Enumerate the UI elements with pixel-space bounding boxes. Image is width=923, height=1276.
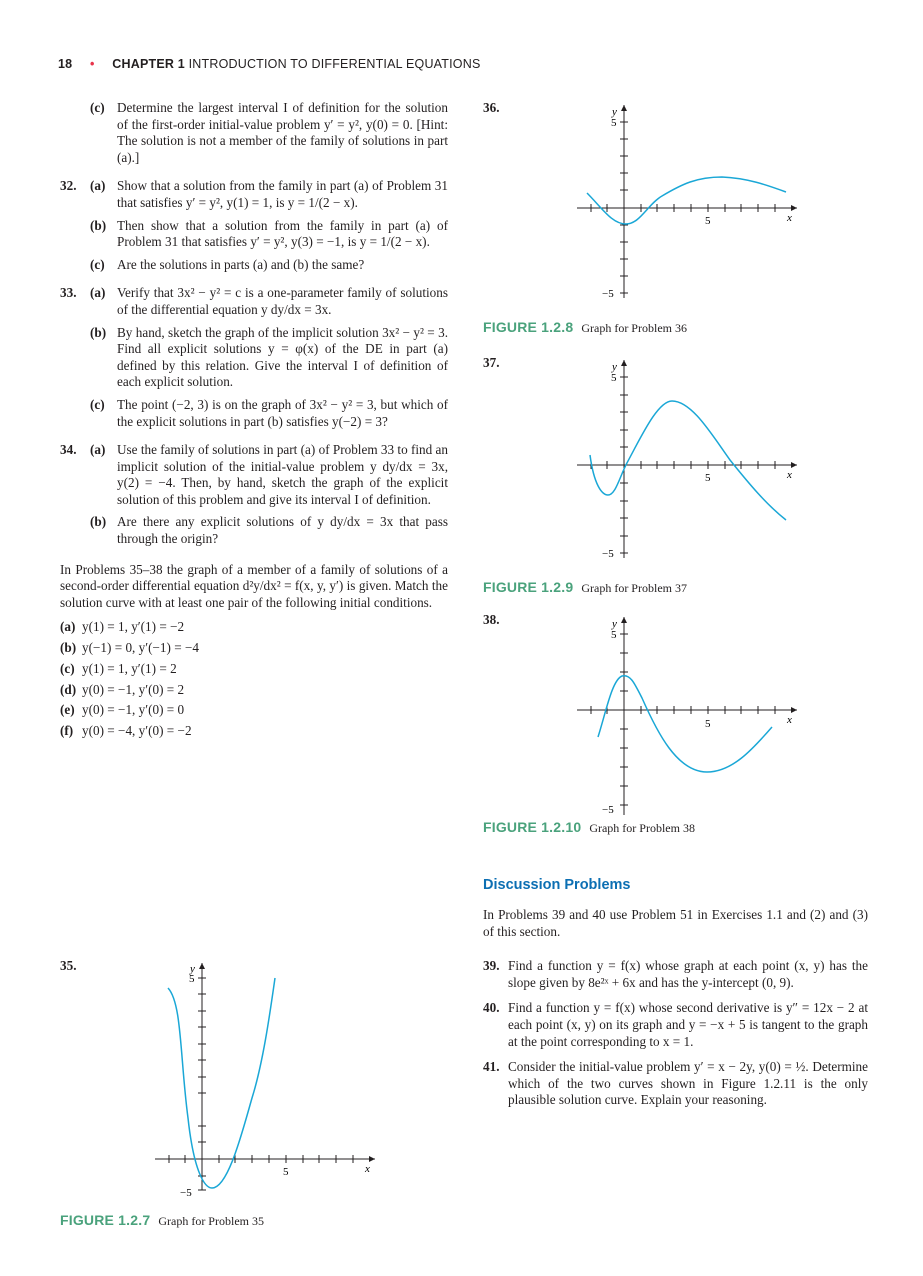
- header-bullet: •: [90, 57, 95, 71]
- problem-32b: (b) Then show that a solution from the family in part (a) of Problem 31 that satisfies y′ = y², y(3) = −1, is y = 1/(2 − x).: [90, 217, 448, 250]
- y-axis-arrow: [199, 963, 205, 969]
- x-axis-arrow: [369, 1156, 375, 1162]
- svg-text:y: y: [612, 361, 617, 373]
- svg-text:5: 5: [705, 215, 711, 227]
- svg-text:−5: −5: [602, 548, 614, 560]
- problem-38-label: 38.: [483, 612, 500, 627]
- problem-31c: (c) Determine the largest interval I of definition for the solution of the first-order initial-value problem y′ = y², y(0) = 0. [Hint: The solution is not a member of the family of solutions in part (a).]: [90, 100, 448, 165]
- condition-a: (a) y(1) = 1, y′(1) = −2: [60, 619, 185, 635]
- problem-41: 41. Consider the initial-value problem y′ = x − 2y, y(0) = ½. Determine which of the two curves shown in Figure 1.2.11 is the only plausible solution curve. Explain your reasoning.: [483, 1059, 868, 1108]
- initial-conditions-list: [60, 617, 448, 741]
- figure-38-graph: [572, 612, 802, 822]
- condition-f: (f) y(0) = −4, y′(0) = −2: [60, 722, 192, 738]
- condition-b: (b) y(−1) = 0, y′(−1) = −4: [60, 640, 199, 656]
- axes: [155, 963, 375, 1190]
- x-axis-label: x: [365, 1163, 370, 1175]
- svg-text:−5: −5: [602, 288, 614, 300]
- left-column: [60, 100, 448, 742]
- solution-curve: [168, 978, 275, 1188]
- svg-text:5: 5: [611, 629, 617, 641]
- figure-37-graph: [572, 355, 802, 567]
- svg-text:y: y: [612, 106, 617, 118]
- ticks: [169, 978, 353, 1190]
- y-tick-5: 5: [189, 973, 195, 985]
- problem-32a: 32. (a) Show that a solution from the family in part (a) of Problem 31 that satisfies y′ = y², y(1) = 1, is y = 1/(2 − x).: [60, 178, 448, 210]
- svg-text:−5: −5: [602, 804, 614, 816]
- problem-40: 40. Find a function y = f(x) whose second derivative is y″ = 12x − 2 at each point (x, y) on its graph and y = −x + 5 is tangent to the graph at the point corresponding to x = 1.: [483, 1000, 868, 1049]
- problem-33c: (c) The point (−2, 3) is on the graph of 3x² − y² = 3, but which of the explicit solutions in part (b) satisfies y(−2) = 3?: [90, 396, 448, 429]
- svg-text:x: x: [787, 212, 792, 224]
- problems-35-38-intro: In Problems 35–38 the graph of a member of a family of solutions of a second-order differential equation d²y/dx² = f(x, y, y′) is given. Match the solution curve with at least one pair of the following initial conditions.: [60, 561, 448, 610]
- x-tick-5: 5: [283, 1166, 289, 1178]
- figure-38-caption: FIGURE 1.2.10 Graph for Problem 38: [483, 819, 695, 835]
- discussion-intro: In Problems 39 and 40 use Problem 51 in Exercises 1.1 and (2) and (3) of this section.: [483, 907, 868, 939]
- discussion-section: [483, 907, 868, 1109]
- svg-text:5: 5: [611, 372, 617, 384]
- solution-curve: [590, 401, 786, 520]
- axes: [577, 617, 797, 815]
- svg-text:5: 5: [611, 117, 617, 129]
- svg-text:5: 5: [705, 718, 711, 730]
- running-header: [58, 57, 481, 71]
- problem-37-label: 37.: [483, 355, 500, 370]
- solution-curve: [587, 177, 786, 224]
- svg-text:y: y: [612, 618, 617, 630]
- axes: [577, 105, 797, 298]
- condition-c: (c) y(1) = 1, y′(1) = 2: [60, 660, 177, 676]
- figure-35-graph: [150, 958, 380, 1198]
- problem-34a: 34. (a) Use the family of solutions in part (a) of Problem 33 to find an implicit solution of the initial-value problem y dy/dx = 3x, y(2) = −4. Then, by hand, sketch the graph of the explicit solution of this problem and give its interval I of definition.: [60, 442, 448, 507]
- problem-33a: 33. (a) Verify that 3x² − y² = c is a one-parameter family of solutions of the differential equation y dy/dx = 3x.: [60, 285, 448, 317]
- ticks: [591, 634, 775, 805]
- y-axis-label: y: [190, 963, 195, 975]
- axes: [577, 360, 797, 558]
- y-tick-minus5: −5: [180, 1187, 192, 1198]
- condition-e: (e) y(0) = −1, y′(0) = 0: [60, 702, 185, 718]
- svg-text:x: x: [787, 469, 792, 481]
- svg-text:5: 5: [705, 472, 711, 484]
- problem-36-label: 36.: [483, 100, 500, 115]
- chapter-title: INTRODUCTION TO DIFFERENTIAL EQUATIONS: [188, 57, 481, 71]
- svg-text:x: x: [787, 714, 792, 726]
- problem-34b: (b) Are there any explicit solutions of y dy/dx = 3x that pass through the origin?: [90, 514, 448, 547]
- figure-37-caption: FIGURE 1.2.9 Graph for Problem 37: [483, 579, 687, 595]
- discussion-heading: Discussion Problems: [483, 877, 631, 893]
- problem-32c: (c) Are the solutions in parts (a) and (b) the same?: [90, 256, 365, 272]
- problem-35-label: 35.: [60, 958, 77, 973]
- problem-39: 39. Find a function y = f(x) whose graph at each point (x, y) has the slope given by 8e²ˣ + 6x and has the y-intercept (0, 9).: [483, 958, 868, 990]
- figure-35-caption: FIGURE 1.2.7 Graph for Problem 35: [60, 1212, 264, 1228]
- condition-d: (d) y(0) = −1, y′(0) = 2: [60, 681, 185, 697]
- chapter-label: CHAPTER 1: [112, 57, 185, 71]
- page-number: 18: [58, 57, 73, 71]
- problem-33b: (b) By hand, sketch the graph of the implicit solution 3x² − y² = 3. Find all explicit solutions y = φ(x) of the DE in part (a) defined by this relation. Give the interval I of definition of each explicit solution.: [90, 324, 448, 390]
- figure-36-graph: [572, 100, 802, 305]
- figure-36-caption: FIGURE 1.2.8 Graph for Problem 36: [483, 319, 687, 335]
